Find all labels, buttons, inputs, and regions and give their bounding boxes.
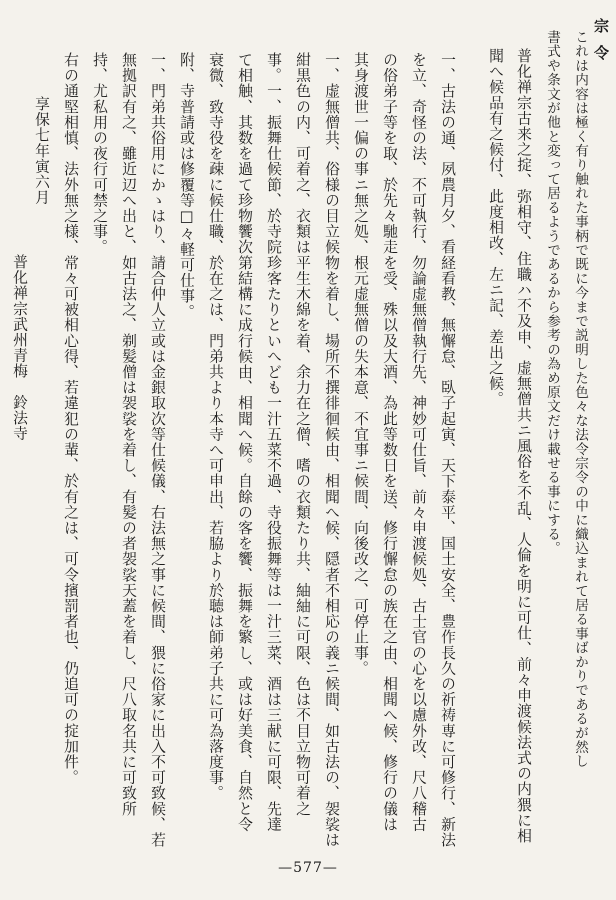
article-line: 一、古法の通、夙農月夕、看経看教、無懈怠、臥子起寅、天下泰平、国土安全、豊作長久の祈祷専に可修行、新法 (439, 52, 456, 848)
article-line: 衰微、致寺役を疎に候仕職、於在之は、門弟共より本寺へ可申出、若脇より於聴は師弟子共に可為落度事。 (207, 52, 224, 801)
date: 享保七年寅六月 (33, 96, 50, 206)
signature: 普化禅宗武州青梅 鈴法寺 (11, 254, 28, 442)
preface-line-1: 普化禅宗古来之掟、弥相守、住職ハ不及申、虚無僧共ニ風俗を不乱、人倫を明に可仕、前々申渡候法式の内猥に相 (515, 48, 532, 844)
intro-line-2: 書式や条文が他と変って居るようであるから参考の為め原文だけ載せる事にする。 (544, 30, 560, 556)
article-line: 無拠訳有之、雖近辺へ出と、如古法之、剃髪僧は袈裟を着し、有髪の者袈裟天蓋を着し、尺八取名共に可致所 (120, 52, 137, 817)
article-line: の俗弟子等を取、於先々馳走を受、殊以及大酒、為此等数日を送、修行懈怠の族在之由、相聞へ候、修行の儀は (381, 52, 398, 832)
intro-line-1: これは内容は極く有り触れた事柄で既に今まで説明した色々な法令宗令の中に織込まれて居る事ばかりであるが然し (572, 30, 588, 769)
section-title: 宗令 (592, 18, 610, 72)
article-line: 一、虚無僧共、俗様の目立候物を着し、場所不撰徘徊候由、相聞へ候、隠者不相応の義ニ候間、如古法の、袈裟は (323, 52, 340, 848)
article-line: 一、門弟共俗用にかゝはり、請合仲人立或は金銀取次等仕候儀、右法無之事に候間、猥に俗家に出入不可致候、若 (149, 52, 166, 848)
article-line: 右の通堅相慎、法外無之様、常々可被相心得、若違犯の輩、於有之は、可令擯罰者也、仍追可の掟加件。 (62, 52, 79, 786)
article-line: 其身渡世一偏の事ニ無之処、根元虚無僧の失本意、不宜事ニ候間、向後改之、可停止事。 (352, 52, 369, 676)
article-line: 事。一、振舞仕候節、於寺院珍客たりといへども一汁五菜不過、寺役振舞等は一汁三菜、酒は三献に可限、先達 (265, 52, 282, 832)
article-line: 持、尤私用の夜行可禁之事。 (91, 52, 108, 255)
page-number: —577— (278, 860, 338, 876)
article-line: て相触、其数を過て珍物饗次第結構に成行候由、相聞へ候。自餘の客を饗、振舞を繁し、或は好美食、自然と令 (236, 52, 253, 832)
article-line: 附、寺普請或は修覆等□々軽可仕事。 (178, 52, 195, 320)
article-line: を立、奇怪の法、不可執行、勿論虚無僧執行先、神妙可仕旨、前々申渡候処、古士官の心を以慮外改、尺八稽古 (410, 52, 427, 832)
preface-line-2: 聞へ候品有之候付、此度相改、左ニ記、差出之候。 (487, 48, 504, 407)
article-line: 紺黒色の内、可着之、衣類は平生木綿を着、余力在之僧、嗜の衣類たり共、紬紬に可限、色は不目立物可着之 (294, 52, 311, 817)
